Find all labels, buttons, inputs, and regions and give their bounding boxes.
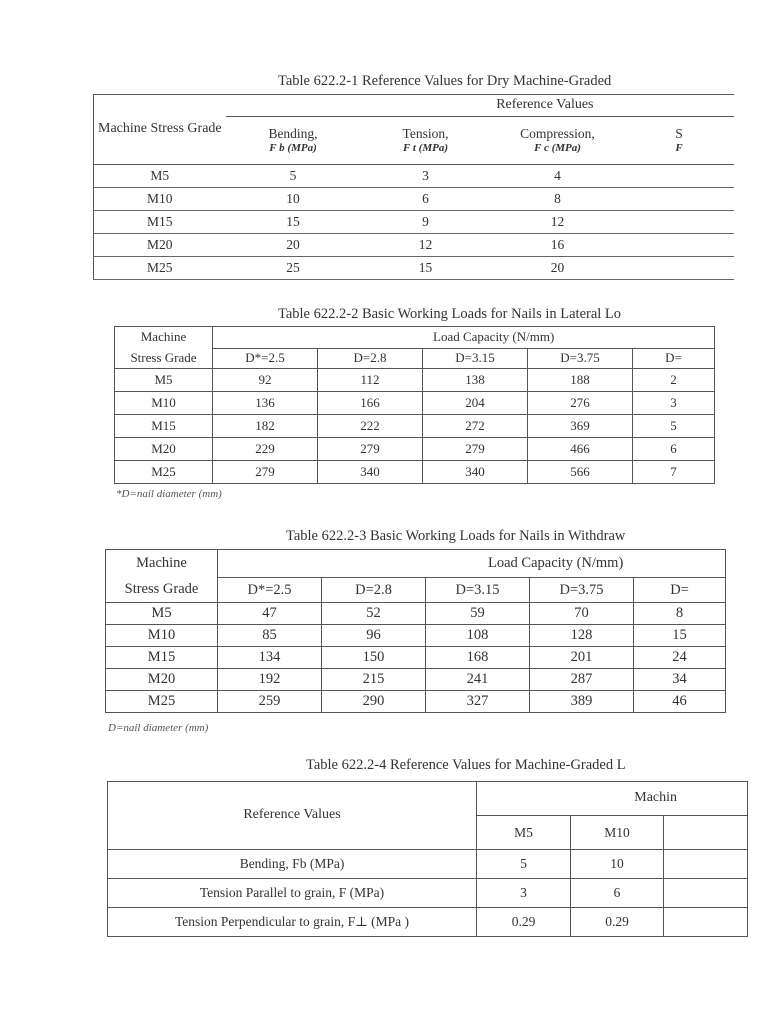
table1-group-header: Reference Values <box>226 95 734 117</box>
table-row: M15 15 9 12 <box>94 211 734 234</box>
table2-col-header: D=3.75 <box>528 349 633 369</box>
table4-col-header <box>664 816 748 850</box>
table4-col-header: M10 <box>571 816 664 850</box>
table2-caption: Table 622.2-2 Basic Working Loads for Nails in Lateral Lo <box>278 306 622 322</box>
table1-col-header: Compression, F c (MPa) <box>491 117 625 165</box>
table3-grade-header-1: Machine <box>106 550 218 578</box>
table2-footnote: *D=nail diameter (mm) <box>116 488 222 500</box>
table1-col-header: S F <box>625 117 734 165</box>
table-row: M10 10 6 8 <box>94 188 734 211</box>
table1-caption: Table 622.2-1 Reference Values for Dry Machine-Graded <box>278 73 612 89</box>
table-row: M5 5 3 4 <box>94 165 734 188</box>
table3-col-header: D=3.75 <box>530 578 634 603</box>
table4-group-header: Machin <box>477 782 748 816</box>
table4 <box>107 781 748 937</box>
table-row: Bending, Fb (MPa) 5 10 <box>108 850 748 879</box>
table-row: M15 182 222 272 369 5 <box>115 415 715 438</box>
table4-ref-header: Reference Values <box>108 782 477 850</box>
table3-grade-header-2: Stress Grade <box>106 578 218 603</box>
table2-col-header: D=2.8 <box>318 349 423 369</box>
table2-group-header: Load Capacity (N/mm) <box>213 327 715 349</box>
table3 <box>105 549 726 713</box>
table3-caption: Table 622.2-3 Basic Working Loads for Nails in Withdraw <box>286 528 626 544</box>
table-row: M25 279 340 340 566 7 <box>115 461 715 484</box>
table1-col-header: Bending, F b (MPa) <box>226 117 361 165</box>
table2 <box>114 326 715 484</box>
table-row: M20 192 215 241 287 34 <box>106 669 726 691</box>
table3-footnote: D=nail diameter (mm) <box>108 722 209 734</box>
table-row: M10 136 166 204 276 3 <box>115 392 715 415</box>
table-row: Tension Parallel to grain, F (MPa) 3 6 <box>108 879 748 908</box>
table4-caption: Table 622.2-4 Reference Values for Machine-Graded L <box>306 757 626 773</box>
table-row: Tension Perpendicular to grain, F⊥ (MPa ) 0.29 0.29 <box>108 908 748 937</box>
table4-col-header: M5 <box>477 816 571 850</box>
table3-group-header: Load Capacity (N/mm) <box>218 550 726 578</box>
table2-col-header: D*=2.5 <box>213 349 318 369</box>
table1 <box>93 94 734 280</box>
table-row: M25 25 15 20 <box>94 257 734 280</box>
table2-grade-header-1: Machine <box>115 327 213 349</box>
table3-col-header: D= <box>634 578 726 603</box>
table2-col-header: D=3.15 <box>423 349 528 369</box>
table1-col-header: Tension, F t (MPa) <box>361 117 491 165</box>
table-row: M20 20 12 16 <box>94 234 734 257</box>
table-row: M10 85 96 108 128 15 <box>106 625 726 647</box>
table3-col-header: D*=2.5 <box>218 578 322 603</box>
table3-col-header: D=2.8 <box>322 578 426 603</box>
table-row: M5 92 112 138 188 2 <box>115 369 715 392</box>
table2-grade-header-2: Stress Grade <box>115 349 213 369</box>
table1-grade-header: Machine Stress Grade <box>94 95 226 165</box>
table-row: M20 229 279 279 466 6 <box>115 438 715 461</box>
table-row: M25 259 290 327 389 46 <box>106 691 726 713</box>
table3-col-header: D=3.15 <box>426 578 530 603</box>
table2-col-header: D= <box>633 349 715 369</box>
table-row: M15 134 150 168 201 24 <box>106 647 726 669</box>
table-row: M5 47 52 59 70 8 <box>106 603 726 625</box>
